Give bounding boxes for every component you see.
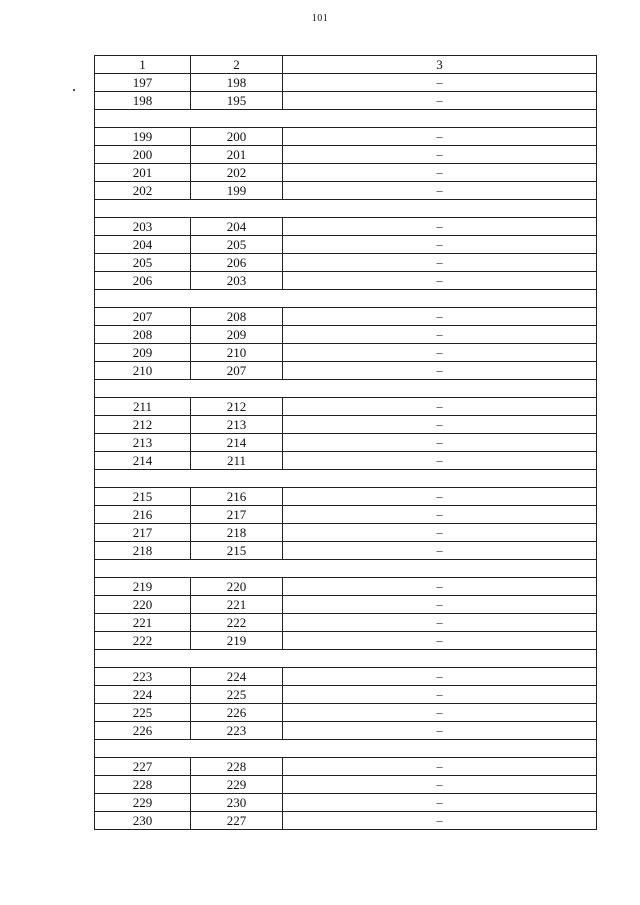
table-header-row	[95, 56, 597, 74]
table-cell-col-2: 200	[191, 128, 283, 146]
table-cell-col-2: 212	[191, 398, 283, 416]
table-cell-col-2: 228	[191, 758, 283, 776]
table-row	[95, 308, 597, 326]
table-cell-col-2: 222	[191, 614, 283, 632]
table-cell-col-1: 197	[95, 74, 191, 92]
table-cell-col-2: 199	[191, 182, 283, 200]
table-row	[95, 362, 597, 380]
table-cell-col-2: 221	[191, 596, 283, 614]
table-cell-col-1: 215	[95, 488, 191, 506]
table-cell-col-1: 223	[95, 668, 191, 686]
table-cell-col-3: –	[283, 488, 597, 506]
table-cell-col-2: 207	[191, 362, 283, 380]
table-cell-col-3: –	[283, 668, 597, 686]
separator-cell	[95, 110, 597, 128]
table-cell-col-2: 202	[191, 164, 283, 182]
table-cell-col-3: –	[283, 326, 597, 344]
table-row	[95, 92, 597, 110]
table-cell-col-3: –	[283, 74, 597, 92]
table-row	[95, 524, 597, 542]
table-cell-col-1: 219	[95, 578, 191, 596]
table-cell-col-3: –	[283, 632, 597, 650]
table-cell-col-2: 226	[191, 704, 283, 722]
table-cell-col-3: –	[283, 308, 597, 326]
table-cell-col-2: 225	[191, 686, 283, 704]
table-cell-col-1: 204	[95, 236, 191, 254]
table-cell-col-3: –	[283, 722, 597, 740]
table-cell-col-2: 204	[191, 218, 283, 236]
table-cell-col-2: 214	[191, 434, 283, 452]
table-cell-col-2: 227	[191, 812, 283, 830]
table-cell-col-2: 206	[191, 254, 283, 272]
table-row	[95, 398, 597, 416]
group-separator-row	[95, 650, 597, 668]
group-separator-row	[95, 380, 597, 398]
group-separator-row	[95, 470, 597, 488]
table-cell-col-3: –	[283, 272, 597, 290]
table-cell-col-3: –	[283, 452, 597, 470]
table-cell-col-3: –	[283, 794, 597, 812]
table-cell-col-2: 219	[191, 632, 283, 650]
table-cell-col-1: 205	[95, 254, 191, 272]
table-body	[95, 74, 597, 830]
data-table	[94, 55, 597, 830]
table-cell-col-2: 223	[191, 722, 283, 740]
table-cell-col-2: 210	[191, 344, 283, 362]
table-cell-col-2: 203	[191, 272, 283, 290]
table-row	[95, 236, 597, 254]
table-cell-col-1: 200	[95, 146, 191, 164]
table-cell-col-1: 228	[95, 776, 191, 794]
table-row	[95, 614, 597, 632]
stray-dot-mark	[73, 89, 75, 91]
table-row	[95, 686, 597, 704]
table-row	[95, 758, 597, 776]
table-cell-col-1: 213	[95, 434, 191, 452]
table-cell-col-3: –	[283, 578, 597, 596]
group-separator-row	[95, 200, 597, 218]
table-row	[95, 254, 597, 272]
table-row	[95, 128, 597, 146]
table-cell-col-2: 211	[191, 452, 283, 470]
table-cell-col-2: 216	[191, 488, 283, 506]
table-cell-col-1: 216	[95, 506, 191, 524]
table-cell-col-2: 224	[191, 668, 283, 686]
table-cell-col-1: 210	[95, 362, 191, 380]
table-cell-col-2: 205	[191, 236, 283, 254]
table-cell-col-1: 206	[95, 272, 191, 290]
table-row	[95, 794, 597, 812]
table-cell-col-3: –	[283, 92, 597, 110]
table-cell-col-1: 217	[95, 524, 191, 542]
table-row	[95, 146, 597, 164]
table-cell-col-1: 202	[95, 182, 191, 200]
table-cell-col-3: –	[283, 182, 597, 200]
table-row	[95, 488, 597, 506]
group-separator-row	[95, 740, 597, 758]
table-cell-col-2: 217	[191, 506, 283, 524]
table-cell-col-1: 224	[95, 686, 191, 704]
table-cell-col-3: –	[283, 812, 597, 830]
table-cell-col-3: –	[283, 614, 597, 632]
table-cell-col-1: 209	[95, 344, 191, 362]
table-cell-col-3: –	[283, 146, 597, 164]
table-row	[95, 272, 597, 290]
table-row	[95, 434, 597, 452]
table-row	[95, 452, 597, 470]
table-cell-col-2: 220	[191, 578, 283, 596]
table-row	[95, 776, 597, 794]
separator-cell	[95, 290, 597, 308]
table-cell-col-1: 220	[95, 596, 191, 614]
table-row	[95, 596, 597, 614]
table-cell-col-1: 230	[95, 812, 191, 830]
table-cell-col-3: –	[283, 416, 597, 434]
group-separator-row	[95, 290, 597, 308]
table-cell-col-3: –	[283, 506, 597, 524]
table-cell-col-2: 208	[191, 308, 283, 326]
table-cell-col-1: 211	[95, 398, 191, 416]
table-cell-col-2: 213	[191, 416, 283, 434]
table-cell-col-3: –	[283, 362, 597, 380]
table-cell-col-2: 198	[191, 74, 283, 92]
table-cell-col-1: 212	[95, 416, 191, 434]
separator-cell	[95, 560, 597, 578]
table-cell-col-1: 227	[95, 758, 191, 776]
table-row	[95, 344, 597, 362]
table-row	[95, 74, 597, 92]
header-col-2: 2	[191, 56, 283, 74]
table-cell-col-1: 203	[95, 218, 191, 236]
table-row	[95, 218, 597, 236]
table-row	[95, 632, 597, 650]
group-separator-row	[95, 560, 597, 578]
table-cell-col-2: 201	[191, 146, 283, 164]
table-cell-col-3: –	[283, 434, 597, 452]
table-cell-col-2: 218	[191, 524, 283, 542]
table-row	[95, 668, 597, 686]
table-row	[95, 722, 597, 740]
separator-cell	[95, 470, 597, 488]
table-cell-col-3: –	[283, 758, 597, 776]
table-cell-col-1: 214	[95, 452, 191, 470]
table-cell-col-3: –	[283, 596, 597, 614]
table-cell-col-3: –	[283, 254, 597, 272]
table-row	[95, 164, 597, 182]
table-cell-col-1: 207	[95, 308, 191, 326]
table-cell-col-3: –	[283, 344, 597, 362]
table-cell-col-3: –	[283, 164, 597, 182]
table-cell-col-3: –	[283, 776, 597, 794]
table-cell-col-2: 209	[191, 326, 283, 344]
table-cell-col-1: 229	[95, 794, 191, 812]
table-cell-col-3: –	[283, 524, 597, 542]
separator-cell	[95, 650, 597, 668]
table-cell-col-1: 208	[95, 326, 191, 344]
table-cell-col-2: 230	[191, 794, 283, 812]
table-row	[95, 542, 597, 560]
table-cell-col-3: –	[283, 236, 597, 254]
table-row	[95, 704, 597, 722]
table-cell-col-2: 195	[191, 92, 283, 110]
table-cell-col-1: 201	[95, 164, 191, 182]
table-cell-col-3: –	[283, 704, 597, 722]
header-col-1: 1	[95, 56, 191, 74]
table-cell-col-3: –	[283, 686, 597, 704]
table-cell-col-3: –	[283, 542, 597, 560]
table-row	[95, 182, 597, 200]
header-col-3: 3	[283, 56, 597, 74]
group-separator-row	[95, 110, 597, 128]
separator-cell	[95, 740, 597, 758]
table-cell-col-1: 226	[95, 722, 191, 740]
table-row	[95, 416, 597, 434]
table-cell-col-2: 229	[191, 776, 283, 794]
table-cell-col-1: 199	[95, 128, 191, 146]
table-row	[95, 326, 597, 344]
table-row	[95, 506, 597, 524]
table-cell-col-3: –	[283, 128, 597, 146]
table-cell-col-1: 222	[95, 632, 191, 650]
table-cell-col-3: –	[283, 398, 597, 416]
table-row	[95, 578, 597, 596]
table-cell-col-3: –	[283, 218, 597, 236]
page-number: 101	[311, 13, 329, 24]
table-cell-col-1: 225	[95, 704, 191, 722]
separator-cell	[95, 380, 597, 398]
table-row	[95, 812, 597, 830]
table-cell-col-1: 221	[95, 614, 191, 632]
table-cell-col-1: 218	[95, 542, 191, 560]
separator-cell	[95, 200, 597, 218]
table-cell-col-2: 215	[191, 542, 283, 560]
table-cell-col-1: 198	[95, 92, 191, 110]
